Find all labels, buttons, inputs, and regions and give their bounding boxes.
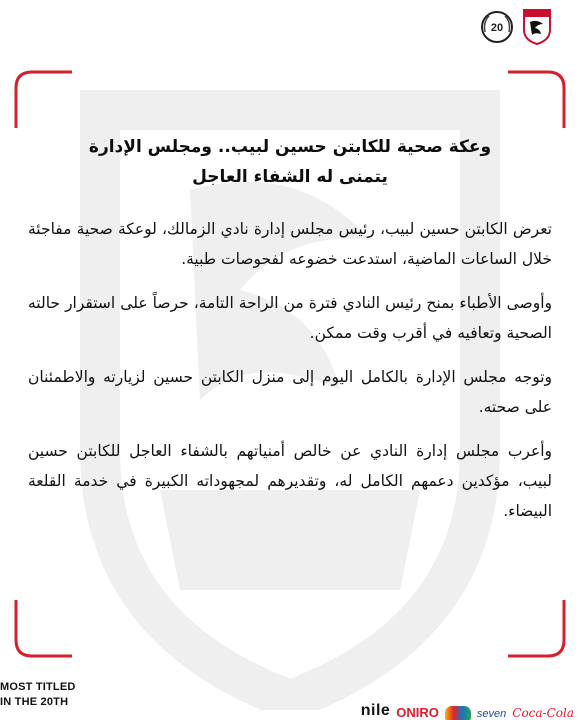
header-logos: [480, 8, 552, 46]
sponsor-logos: [361, 700, 574, 720]
paragraph-1: تعرض الكابتن حسين لبيب، رئيس مجلس إدارة نادي الزمالك، لوعكة صحية مفاجئة خلال الساعات الماضية، استدعت خضوعه لفحوصات طبية.: [28, 220, 552, 268]
sponsor-cocacola-logo: Coca-Cola: [512, 706, 574, 720]
sponsor-oniro-logo: ONIRO: [396, 705, 439, 720]
paragraph-3: وتوجه مجلس الإدارة بالكامل اليوم إلى منزل الكابتن حسين لزيارته والاطمئنان على صحته.: [28, 368, 552, 416]
footer-slogan: [0, 680, 120, 710]
article-title: [28, 132, 552, 192]
title-line-1: وعكة صحية للكابتن حسين لبيب.. ومجلس الإدارة: [88, 137, 492, 157]
slogan-line-2: IN THE 20TH: [0, 696, 69, 708]
anniversary-badge-icon: [480, 10, 514, 44]
slogan-line-1: MOST TITLED: [0, 681, 76, 693]
article-body: [28, 132, 552, 540]
badge-text: 20: [490, 22, 504, 34]
paragraph-4: وأعرب مجلس إدارة النادي عن خالص أمنياتهم بالشفاء العاجل للكابتن حسين لبيب، مؤكدين دعمهم الكامل له، وتقديرهم لمجهوداته الكبيرة في خدمة القلعة البيضاء.: [28, 442, 552, 520]
title-line-2: يتمنى له الشفاء العاجل: [192, 167, 388, 187]
sponsor-rainbow-icon: [445, 706, 471, 720]
club-crest-icon: [522, 8, 552, 46]
sponsor-seven-logo: seven: [476, 708, 507, 720]
paragraph-2: وأوصى الأطباء بمنح رئيس النادي فترة من الراحة التامة، حرصاً على استقرار حالته الصحية وتعافيه في أقرب وقت ممكن.: [28, 294, 552, 342]
sponsor-nile-logo: nile: [360, 702, 391, 719]
